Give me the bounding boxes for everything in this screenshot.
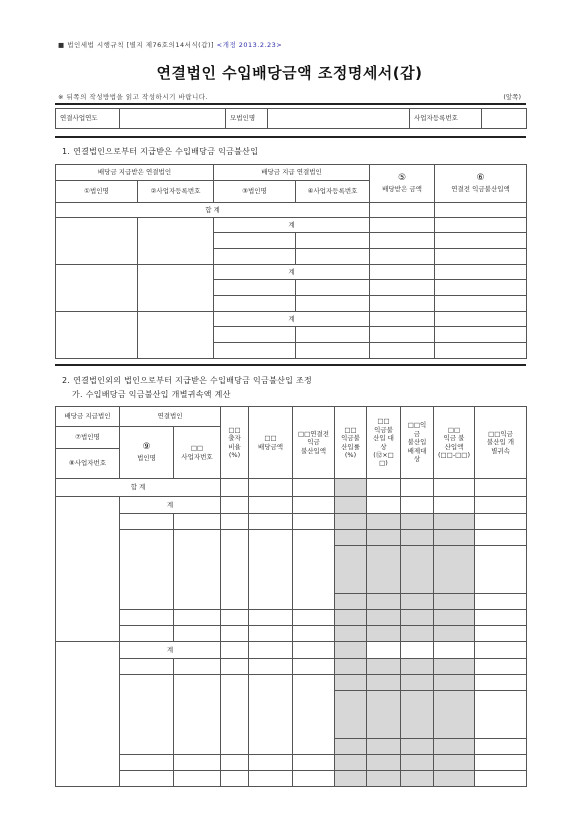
s1-subtotal-label: 계 xyxy=(214,265,370,280)
table-cell[interactable] xyxy=(214,296,296,312)
table-cell[interactable] xyxy=(120,659,174,675)
table-cell[interactable] xyxy=(56,265,138,312)
table-cell[interactable] xyxy=(293,530,335,610)
s1-text-6: 연결전 익금불산입액 xyxy=(451,185,510,194)
table-cell[interactable] xyxy=(435,265,527,280)
table-cell[interactable] xyxy=(214,343,296,359)
table-cell-shaded xyxy=(434,739,475,755)
s1-text-5: 배당받은 금액 xyxy=(382,185,422,194)
table-cell[interactable] xyxy=(221,514,249,530)
table-cell[interactable] xyxy=(435,280,527,296)
parent-field[interactable] xyxy=(268,109,410,129)
table-cell[interactable] xyxy=(221,530,249,610)
table-cell-shaded xyxy=(335,530,367,546)
form-header xyxy=(58,40,282,49)
table-cell[interactable] xyxy=(221,771,249,787)
table-cell[interactable] xyxy=(296,343,370,359)
s2-head-16: □□익 금 불산입 배제대 상 xyxy=(401,407,434,479)
table-cell-shaded xyxy=(335,610,367,626)
table-cell[interactable] xyxy=(249,626,293,642)
table-cell-shaded xyxy=(367,755,401,771)
table-cell[interactable] xyxy=(293,514,335,530)
s1-head-3: ③법인명 xyxy=(214,181,296,203)
table-cell[interactable] xyxy=(475,675,527,691)
table-cell-shaded xyxy=(434,659,475,675)
table-cell[interactable] xyxy=(435,312,527,327)
table-cell[interactable] xyxy=(435,233,527,249)
s2-text-9: 법인명 xyxy=(137,454,156,463)
s2-head-7: ⑦법인명 xyxy=(56,427,120,449)
table-cell[interactable] xyxy=(434,497,475,514)
table-cell-shaded xyxy=(335,626,367,642)
table-cell-shaded xyxy=(401,659,434,675)
section2-subtitle: 가. 수입배당금 익금불산입 개별귀속액 계산 xyxy=(72,390,231,399)
law-reference: ■ 법인세법 시행규칙 [별지 제76호의14서식(갑)] xyxy=(58,41,215,49)
year-field[interactable] xyxy=(120,109,226,129)
table-cell[interactable] xyxy=(401,497,434,514)
info-table xyxy=(55,108,527,129)
table-cell[interactable] xyxy=(174,771,221,787)
table-cell[interactable] xyxy=(475,497,527,514)
table-cell[interactable] xyxy=(475,755,527,771)
table-cell-shaded xyxy=(401,755,434,771)
table-cell[interactable] xyxy=(475,530,527,546)
table-cell[interactable] xyxy=(475,594,527,610)
table-cell-shaded xyxy=(335,659,367,675)
s2-head-18: □□익금 불산입 개 별귀속 xyxy=(475,407,527,479)
table-cell-shaded xyxy=(434,755,475,771)
parent-label: 모법인명 xyxy=(226,109,268,129)
s2-head-receiver: 배당금 지급법인 xyxy=(56,407,120,427)
s1-head-5 xyxy=(370,165,435,203)
s1-head-6 xyxy=(435,165,527,203)
s1-head-1: ①법인명 xyxy=(56,181,138,203)
table-cell[interactable] xyxy=(214,249,296,265)
table-cell[interactable] xyxy=(56,218,138,265)
table-cell[interactable] xyxy=(296,327,370,343)
table-cell[interactable] xyxy=(435,343,527,359)
s1-head-2: ②사업자등록번호 xyxy=(138,181,214,203)
table-cell[interactable] xyxy=(120,626,174,642)
s2-head-17: □□ 익금 불 산입액 (□□-□□) xyxy=(434,407,475,479)
s1-num-5: ⑤ xyxy=(397,173,407,184)
table-cell[interactable] xyxy=(120,755,174,771)
table-cell[interactable] xyxy=(249,497,293,514)
table-cell[interactable] xyxy=(174,659,221,675)
table-cell-shaded xyxy=(367,691,401,739)
table-cell[interactable] xyxy=(214,327,296,343)
table-cell-shaded xyxy=(335,675,367,691)
table-cell-shaded xyxy=(335,755,367,771)
table-cell-shaded xyxy=(401,610,434,626)
table-cell-shaded xyxy=(434,594,475,610)
s2-head-8: ⑧사업자번호 xyxy=(56,449,120,479)
table-cell[interactable] xyxy=(249,610,293,626)
section1-title: 1. 연결법인으로부터 지급받은 수입배당금 익금불산입 xyxy=(62,147,259,156)
table-cell[interactable] xyxy=(56,642,120,787)
table-cell[interactable] xyxy=(249,530,293,610)
table-cell-shaded xyxy=(401,594,434,610)
table-cell-shaded xyxy=(367,546,401,594)
section2-rule xyxy=(55,364,526,366)
s2-head-15: □□ 익금불 산입 대 상 (⑫×□ □) xyxy=(367,407,401,479)
table-cell-shaded xyxy=(401,626,434,642)
table-cell[interactable] xyxy=(370,343,435,359)
table-cell[interactable] xyxy=(56,312,138,359)
table-cell[interactable] xyxy=(249,675,293,755)
table-cell-shaded xyxy=(335,594,367,610)
table-cell[interactable] xyxy=(293,659,335,675)
table-cell-shaded xyxy=(401,739,434,755)
table-cell[interactable] xyxy=(475,479,527,497)
table-cell[interactable] xyxy=(370,265,435,280)
table-cell-shaded xyxy=(434,691,475,739)
table-cell[interactable] xyxy=(221,479,249,497)
table-cell-shaded xyxy=(401,546,434,594)
table-cell[interactable] xyxy=(221,659,249,675)
table-cell[interactable] xyxy=(475,642,527,659)
table-cell[interactable] xyxy=(221,497,249,514)
table-cell[interactable] xyxy=(120,675,174,755)
table-cell[interactable] xyxy=(475,691,527,739)
table-cell[interactable] xyxy=(370,296,435,312)
table-cell-shaded xyxy=(367,675,401,691)
table-cell[interactable] xyxy=(138,312,214,359)
table-cell[interactable] xyxy=(435,249,527,265)
table-cell[interactable] xyxy=(475,739,527,755)
table-cell-shaded xyxy=(434,610,475,626)
table-cell[interactable] xyxy=(435,203,527,218)
table-cell[interactable] xyxy=(370,233,435,249)
table-cell-shaded xyxy=(434,546,475,594)
s1-num-6: ⑥ xyxy=(476,173,485,184)
table-cell-shaded xyxy=(367,659,401,675)
table-cell[interactable] xyxy=(174,610,221,626)
table-cell-shaded xyxy=(367,771,401,787)
table-cell[interactable] xyxy=(293,755,335,771)
table-cell[interactable] xyxy=(120,530,174,610)
table-cell[interactable] xyxy=(296,296,370,312)
table-cell[interactable] xyxy=(293,771,335,787)
year-label: 연결사업연도 xyxy=(56,109,120,129)
table-cell[interactable] xyxy=(221,675,249,755)
table-cell[interactable] xyxy=(249,642,293,659)
table-cell[interactable] xyxy=(174,675,221,755)
table-cell-shaded xyxy=(367,594,401,610)
table-cell[interactable] xyxy=(249,771,293,787)
table-cell[interactable] xyxy=(367,479,401,497)
table-cell-shaded xyxy=(335,771,367,787)
table-cell[interactable] xyxy=(370,312,435,327)
s2-num-9: ⑨ xyxy=(142,442,151,453)
table-cell[interactable] xyxy=(296,249,370,265)
table-cell-shaded xyxy=(367,514,401,530)
s2-head-corp: 연결법인 xyxy=(120,407,221,427)
table-cell[interactable] xyxy=(120,610,174,626)
table-cell-shaded xyxy=(434,675,475,691)
table-cell[interactable] xyxy=(214,280,296,296)
table-cell[interactable] xyxy=(475,771,527,787)
table-cell[interactable] xyxy=(435,327,527,343)
s2-head-14: □□ 익금불 산입률 (%) xyxy=(335,407,367,479)
table-cell-shaded xyxy=(367,530,401,546)
table-cell[interactable] xyxy=(174,530,221,610)
table-cell[interactable] xyxy=(475,626,527,642)
table-cell[interactable] xyxy=(249,479,293,497)
table-cell-shaded xyxy=(434,771,475,787)
table-cell[interactable] xyxy=(370,249,435,265)
table-cell-shaded xyxy=(335,497,367,514)
table-cell[interactable] xyxy=(435,296,527,312)
top-rule xyxy=(55,103,526,105)
table-cell[interactable] xyxy=(435,218,527,233)
table-cell[interactable] xyxy=(370,218,435,233)
table-cell-shaded xyxy=(335,739,367,755)
table-cell-shaded xyxy=(335,642,367,659)
table-cell[interactable] xyxy=(296,233,370,249)
table-cell[interactable] xyxy=(367,642,401,659)
section1-rule xyxy=(55,136,526,138)
s2-subtotal-label: 계 xyxy=(120,497,221,514)
table-cell-shaded xyxy=(434,530,475,546)
table-cell[interactable] xyxy=(293,642,335,659)
table-cell-shaded xyxy=(401,691,434,739)
s1-head-payer: 배당금 지급 연결법인 xyxy=(214,165,370,181)
table-cell-shaded xyxy=(335,546,367,594)
table-cell[interactable] xyxy=(120,514,174,530)
instruction-note: ※ 뒤쪽의 작성방법을 읽고 작성하시기 바랍니다. xyxy=(58,93,209,101)
table-cell[interactable] xyxy=(401,479,434,497)
table-cell[interactable] xyxy=(174,755,221,771)
table-cell[interactable] xyxy=(249,755,293,771)
table-cell[interactable] xyxy=(138,218,214,265)
table-cell[interactable] xyxy=(370,327,435,343)
table-cell[interactable] xyxy=(221,755,249,771)
section1-table xyxy=(55,164,527,359)
table-cell[interactable] xyxy=(370,280,435,296)
s2-head-11: □□ 출자 비율 (%) xyxy=(221,407,249,479)
table-cell[interactable] xyxy=(475,514,527,530)
s2-head-12: □□ 배당금액 xyxy=(249,407,293,479)
s1-head-receiver: 배당금 지급받은 연결법인 xyxy=(56,165,214,181)
s2-head-10: □□ 사업자번호 xyxy=(174,427,221,479)
table-cell-shaded xyxy=(367,626,401,642)
section2-table xyxy=(55,406,527,787)
table-cell[interactable] xyxy=(249,659,293,675)
table-cell[interactable] xyxy=(293,479,335,497)
table-cell-shaded xyxy=(367,610,401,626)
table-cell-shaded xyxy=(401,514,434,530)
section2-title: 2. 연결법인외의 법인으로부터 지급받은 수입배당금 익금불산입 조정 xyxy=(62,376,313,385)
s2-total-label: 합 계 xyxy=(56,479,221,497)
table-cell-shaded xyxy=(401,530,434,546)
table-cell[interactable] xyxy=(293,626,335,642)
table-cell-shaded xyxy=(335,691,367,739)
table-cell[interactable] xyxy=(401,642,434,659)
table-cell[interactable] xyxy=(475,546,527,594)
table-cell-shaded xyxy=(335,479,367,497)
page-title: 연결법인 수입배당금액 조정명세서(갑) xyxy=(156,64,423,82)
table-cell[interactable] xyxy=(296,280,370,296)
table-cell[interactable] xyxy=(221,626,249,642)
s1-subtotal-label: 계 xyxy=(214,312,370,327)
table-cell[interactable] xyxy=(370,203,435,218)
table-cell[interactable] xyxy=(138,265,214,312)
page-side-label: (앞쪽) xyxy=(503,93,521,101)
table-cell-shaded xyxy=(434,514,475,530)
s2-head-13: □□연결전 익금 불산입액 xyxy=(293,407,335,479)
table-cell[interactable] xyxy=(475,659,527,675)
table-cell[interactable] xyxy=(174,626,221,642)
table-cell[interactable] xyxy=(293,497,335,514)
table-cell[interactable] xyxy=(434,642,475,659)
table-cell[interactable] xyxy=(221,642,249,659)
s1-total-label: 합 계 xyxy=(56,203,370,218)
table-cell[interactable] xyxy=(367,497,401,514)
table-cell[interactable] xyxy=(293,610,335,626)
table-cell[interactable] xyxy=(174,514,221,530)
s2-head-9 xyxy=(120,427,174,479)
revision-date: <개정 2013.2.23> xyxy=(216,41,283,49)
s1-subtotal-label: 계 xyxy=(214,218,370,233)
regno-label: 사업자등록번호 xyxy=(410,109,482,129)
table-cell[interactable] xyxy=(434,479,475,497)
table-cell-shaded xyxy=(401,675,434,691)
table-cell[interactable] xyxy=(249,514,293,530)
table-cell[interactable] xyxy=(475,610,527,626)
s2-subtotal-label: 계 xyxy=(120,642,221,659)
table-cell[interactable] xyxy=(214,233,296,249)
table-cell[interactable] xyxy=(120,771,174,787)
table-cell[interactable] xyxy=(221,610,249,626)
table-cell-shaded xyxy=(367,739,401,755)
table-cell-shaded xyxy=(434,626,475,642)
table-cell[interactable] xyxy=(56,497,120,642)
s1-head-4: ④사업자등록번호 xyxy=(296,181,370,203)
table-cell-shaded xyxy=(335,514,367,530)
table-cell-shaded xyxy=(401,771,434,787)
table-cell[interactable] xyxy=(293,675,335,755)
regno-field[interactable] xyxy=(482,109,527,129)
